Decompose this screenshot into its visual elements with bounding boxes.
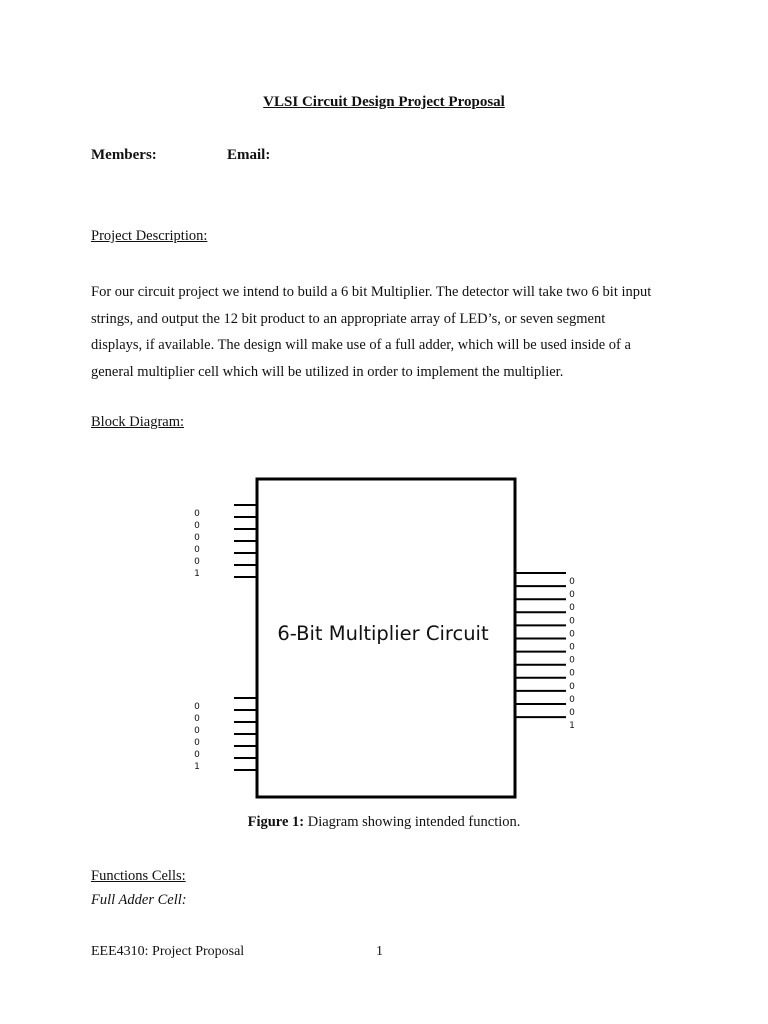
bit-label: 0: [569, 642, 575, 653]
bit-label: 0: [194, 557, 200, 567]
bit-label: 0: [569, 694, 575, 705]
bit-label: 0: [194, 726, 200, 736]
figure-caption: [0, 814, 768, 831]
paragraph-line: strings, and output the 12 bit product to an appropriate array of LED’s, or seven segment: [91, 310, 606, 327]
bit-label: 1: [194, 762, 200, 772]
bit-label: 0: [194, 509, 200, 519]
project-description-heading: Project Description:: [91, 228, 208, 244]
bit-label: 0: [194, 533, 200, 543]
functions-cells-heading: Functions Cells:: [91, 868, 186, 884]
output-lines: [515, 573, 575, 731]
bit-label: 0: [194, 545, 200, 555]
figure-caption-text: Diagram showing intended function.: [307, 814, 521, 830]
footer-page-number: 1: [376, 944, 383, 959]
bit-label: 0: [194, 738, 200, 748]
bit-label: 0: [569, 629, 575, 640]
input-a-lines: [194, 505, 257, 579]
bit-label: 1: [194, 569, 200, 579]
bit-label: 0: [194, 521, 200, 531]
bit-label: 0: [569, 681, 575, 692]
paragraph-line: For our circuit project we intend to build a 6 bit Multiplier. The detector will take two 6 bit input: [91, 284, 652, 300]
bit-label: 0: [569, 668, 575, 679]
bit-label: 0: [194, 750, 200, 760]
footer-course-label: EEE4310: Project Proposal: [91, 944, 245, 959]
document-title: VLSI Circuit Design Project Proposal: [263, 94, 505, 110]
email-label: Email:: [227, 147, 271, 163]
bit-label: 1: [569, 721, 575, 732]
full-adder-subheading: Full Adder Cell:: [91, 892, 187, 908]
bit-label: 0: [194, 702, 200, 712]
input-b-lines: [194, 698, 257, 772]
paragraph-line: general multiplier cell which will be utilized in order to implement the multiplier.: [91, 363, 564, 380]
bit-label: 0: [569, 577, 575, 587]
bit-label: 0: [194, 714, 200, 724]
bit-label: 0: [569, 603, 575, 614]
multiplier-block-label: 6-Bit Multiplier Circuit: [277, 622, 489, 645]
members-label: Members:: [91, 147, 157, 163]
figure-label: Figure 1:: [247, 814, 305, 830]
block-diagram-heading: Block Diagram:: [91, 414, 185, 430]
bit-label: 0: [569, 616, 575, 627]
bit-label: 0: [569, 708, 575, 718]
paragraph-line: displays, if available. The design will make use of a full adder, which will be used inside of a: [91, 337, 631, 354]
bit-label: 0: [569, 590, 575, 601]
bit-label: 0: [569, 655, 575, 666]
